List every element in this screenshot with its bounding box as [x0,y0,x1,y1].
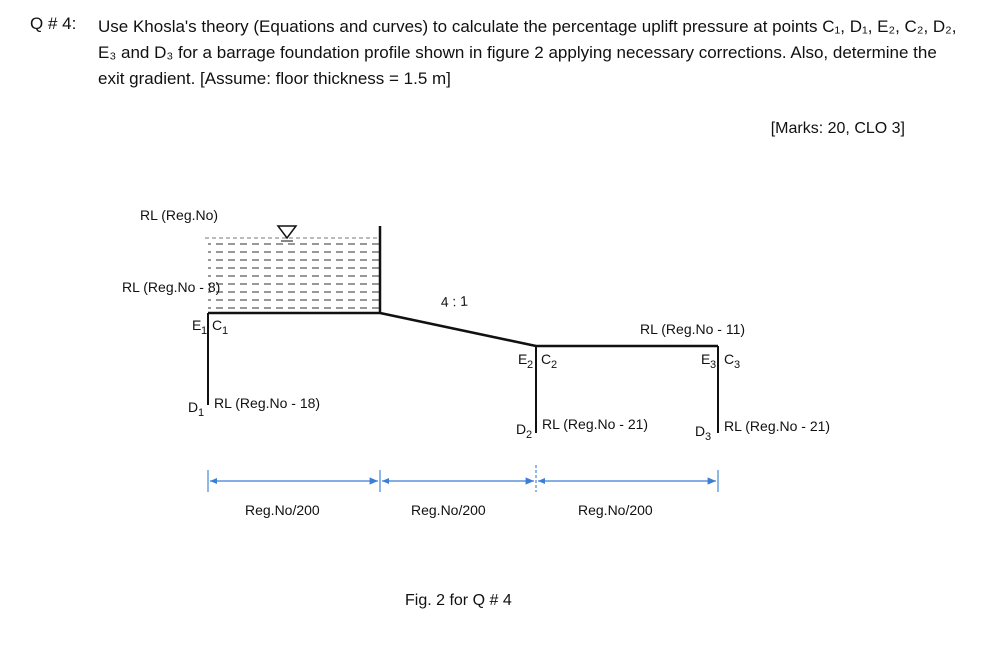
rl-pile-1-label: RL (Reg.No - 18) [214,395,321,411]
point-e3-subscript: 3 [710,359,717,371]
rl-downstream-floor-label: RL (Reg.No - 11) [640,321,746,337]
point-d2-subscript: 2 [526,429,533,441]
dimension-arrow-3-left [538,478,545,484]
rl-upstream-floor-label: RL (Reg.No - 8) [122,279,221,295]
point-d3-label: D [695,423,706,439]
question-number: Q # 4: [30,14,77,33]
slope-label: 4 : 1 [440,292,469,310]
water-level-triangle-icon [278,226,296,238]
dimension-label-3: Reg.No/200 [578,502,653,518]
point-c3-label: C [724,351,735,367]
point-c1-label: C [212,317,223,333]
point-d1-label: D [188,399,199,415]
point-e3-label: E [701,351,711,367]
point-d2-label: D [516,421,527,437]
rl-pile-3-label: RL (Reg.No - 21) [724,418,831,434]
point-c2-label: C [541,351,552,367]
point-e2-subscript: 2 [527,359,534,371]
question-text: Use Khosla's theory (Equations and curves) to calculate the percentage uplift pressure at points C₁, D₁, E₂, C₂, D₂, E₃ and D₃ for a barrage foundation profile shown in figure 2 applying necessary corrections. Also, determine the exit gradient. [Assume: floor thickness = 1.5 m] [98,17,957,88]
point-c3-subscript: 3 [734,359,741,371]
point-d3-subscript: 3 [705,431,712,443]
figure-caption: Fig. 2 for Q # 4 [405,592,512,609]
dimension-arrow-2-left [382,478,389,484]
dimension-label-2: Reg.No/200 [411,502,486,518]
dimension-label-1: Reg.No/200 [245,502,320,518]
point-e1-label: E [192,317,202,333]
point-c2-subscript: 2 [551,359,558,371]
point-e1-subscript: 1 [201,325,208,337]
rl-top-label: RL (Reg.No) [140,207,219,223]
point-e2-label: E [518,351,528,367]
water-body [208,238,380,312]
dimension-arrow-1-left [210,478,217,484]
point-d1-subscript: 1 [198,407,205,419]
marks-label: [Marks: 20, CLO 3] [770,120,905,137]
rl-pile-2-label: RL (Reg.No - 21) [542,416,649,432]
point-c1-subscript: 1 [222,325,229,337]
